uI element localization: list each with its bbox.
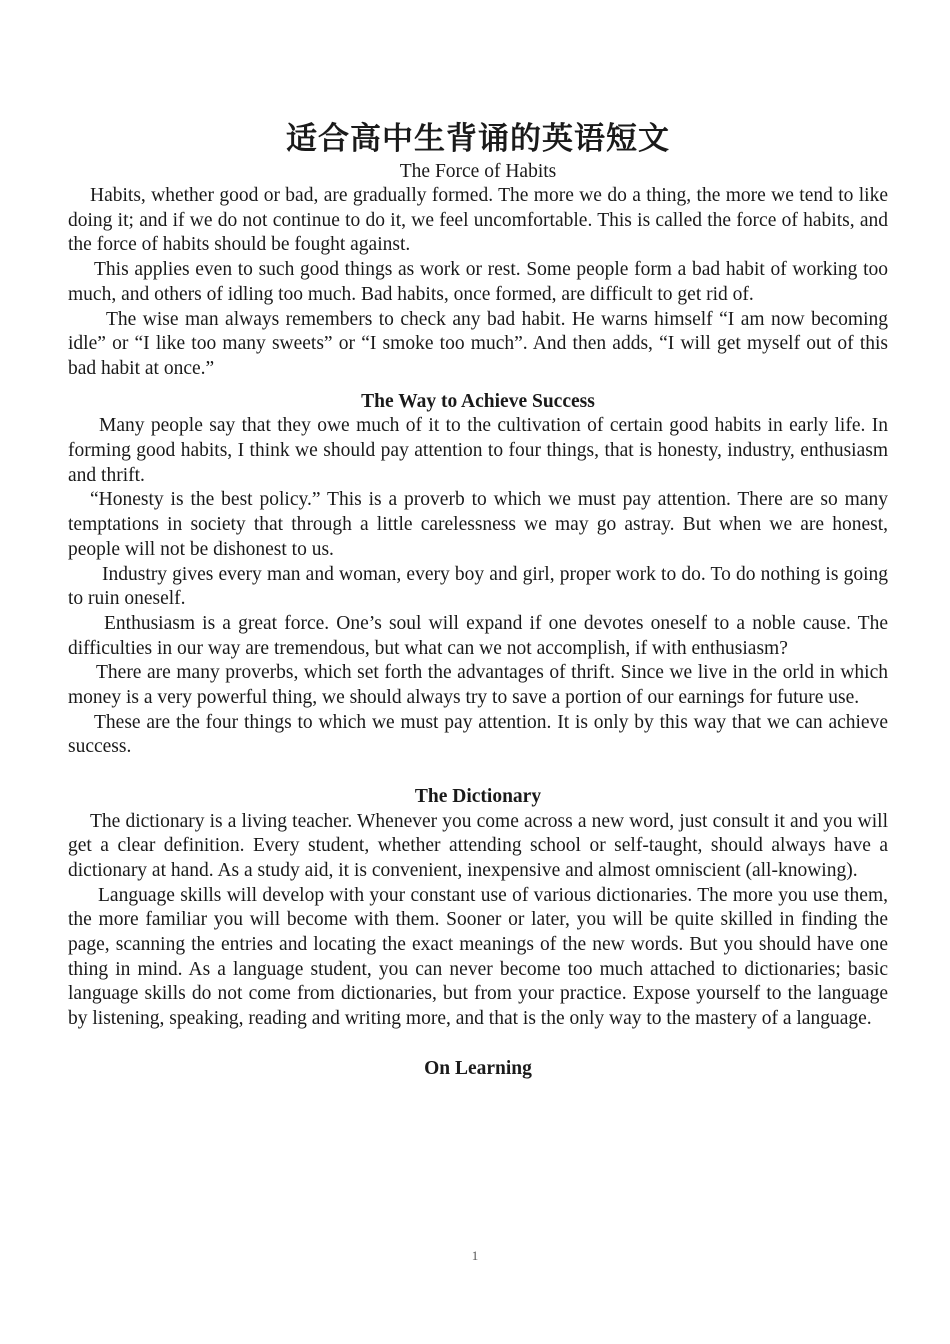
spacer bbox=[68, 760, 888, 785]
paragraph: This applies even to such good things as work or rest. Some people form a bad habit of working too much, and others of idling too much. Bad habits, once formed, are difficult to get rid of. bbox=[68, 259, 888, 305]
paragraph: The dictionary is a living teacher. Whenever you come across a new word, just consult it and you will get a clear definition. Every student, whether attending school or self-taught, should always have a dictionary at hand. As a study aid, it is convenient, inexpensive and almost omniscient (all-knowing). bbox=[68, 810, 888, 881]
spacer bbox=[68, 382, 888, 390]
document-page bbox=[68, 118, 888, 1081]
paragraph: These are the four things to which we must pay attention. It is only by this way that we can achieve success. bbox=[68, 711, 888, 758]
paragraph: Language skills will develop with your constant use of various dictionaries. The more you use them, the more familiar you will become with them. Sooner or later, you will be quite skilled in finding the page, scanning the entries and locating the exact meanings of the new words. But you should have one thing in mind. As a language student, you can never become too much attached to dictionaries; basic language skills do not come from dictionaries, but from your practice. Expose yourself to the language by listening, speaking, reading and writing more, and that is the only way to the mastery of a language. bbox=[68, 884, 888, 1030]
document-title: 适合高中生背诵的英语短文 bbox=[286, 121, 670, 157]
paragraph: Habits, whether good or bad, are gradually formed. The more we do a thing, the more we tend to like doing it; and if we do not continue to do it, we feel uncomfortable. This is called the force of habits, and the force of habits should be fought against. bbox=[68, 185, 888, 256]
section-title-on-learning: On Learning bbox=[424, 1057, 532, 1079]
section-title-dictionary: The Dictionary bbox=[414, 785, 542, 807]
paragraph: There are many proverbs, which set forth the advantages of thrift. Since we live in the orld in which money is a very powerful thing, we should always try to save a portion of our earnings for future use. bbox=[68, 662, 888, 709]
section-title-way-to-achieve-success: The Way to Achieve Success bbox=[361, 390, 595, 412]
page-number: 1 bbox=[471, 1248, 479, 1263]
paragraph: Industry gives every man and woman, every boy and girl, proper work to do. To do nothing is going to ruin oneself. bbox=[68, 563, 888, 610]
paragraph: Enthusiasm is a great force. One’s soul will expand if one devotes oneself to a noble cause. The difficulties in our way are tremendous, but what can we not accomplish, if with enthusiasm? bbox=[68, 612, 888, 659]
section-title-force-of-habits: The Force of Habits bbox=[399, 161, 557, 182]
spacer bbox=[68, 1032, 888, 1057]
paragraph: The wise man always remembers to check any bad habit. He warns himself “I am now becoming idle” or “I like too many sweets” or “I smoke too much”. And then adds, “I will get myself out of this bad habit at once.” bbox=[68, 308, 888, 379]
paragraph: Many people say that they owe much of it to the cultivation of certain good habits in early life. In forming good habits, I think we should pay attention to four things, that is honesty, industry, enthusiasm and thrift. bbox=[68, 415, 888, 486]
paragraph: “Honesty is the best policy.” This is a proverb to which we must pay attention. There are so many temptations in society that through a little carelessness we may go astray. But when we are honest, people will not be dishonest to us. bbox=[68, 489, 888, 560]
